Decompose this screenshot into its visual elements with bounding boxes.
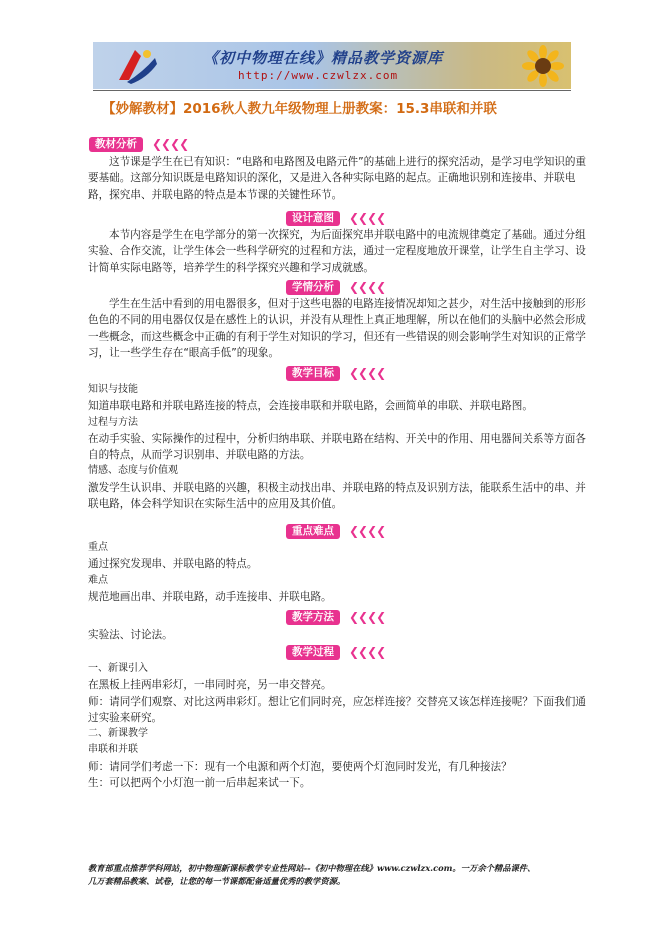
- section-tag-goals: 教学目标: [286, 366, 340, 381]
- chevron-icon: ❮❮❮❮: [349, 280, 386, 294]
- chevron-icon: ❮❮❮❮: [349, 645, 386, 659]
- keypoint-heading: 重点: [88, 542, 108, 553]
- keypoint-text: 规范地画出串、并联电路，动手连接串、并联电路。: [88, 590, 332, 603]
- chevron-icon: ❮❮❮❮: [152, 137, 189, 151]
- process-line: 生：可以把两个小灯泡一前一后串起来试一下。: [88, 777, 311, 790]
- section-tag-design: 设计意图: [286, 211, 340, 226]
- students-paragraph: 学生在生活中看到的用电器很多，但对于这些电器的电路连接情况却知之甚少，对生活中接触到的形形色色的不同的用电器仅仅是在感性上的认识，并没有从理性上真正地理解，所以在他们的头脑中必然会形成一些概念，而这些概念中正确的有利于学生对知识的学习，但还有一些错误的则会影响学生对知识的正常学习，让一些学生存在“眼高手低”的现象。: [88, 298, 586, 359]
- process-block: [88, 661, 588, 791]
- banner-title: 《初中物理在线》精品教学资源库: [203, 49, 444, 67]
- design-paragraph: 本节内容是学生在电学部分的第一次探究，为后面探究串并联电路中的电流规律奠定了基础。通过分组实验、合作交流，让学生体会一些科学研究的过程和方法，通过一定程度地放开课堂，让学生自主学习、设计简单实际电路等，培养学生的科学探究兴趣和学习成就感。: [88, 229, 586, 274]
- footer-line: 教育部重点推荐学科网站，初中物理新课标教学专业性网站--《初中物理在线》www.czwlzx.com。一万余个精品课件、: [88, 863, 536, 873]
- process-line: 师：请同学们考虑一下：现有一个电源和两个灯泡，要使两个灯泡同时发光，有几种接法？: [88, 760, 512, 773]
- goal-text: 知道串联电路和并联电路连接的特点，会连接串联和并联电路，会画简单的串联、并联电路图。: [88, 400, 533, 413]
- document-title: 【妙解教材】2016秋人教九年级物理上册教案：15.3串联和并联: [102, 101, 497, 117]
- process-line: 二、新课教学: [88, 728, 148, 740]
- methods-text: 实验法、讨论法。: [88, 629, 173, 641]
- page-footer: [88, 862, 608, 888]
- header-divider: [93, 90, 571, 91]
- banner-url[interactable]: http://www.czwlzx.com: [238, 69, 399, 82]
- site-logo-icon: [113, 46, 159, 86]
- footer-line: 几万套精品教案、试卷，让您的每一节课都配备适量优秀的教学资源。: [88, 876, 346, 886]
- section-tag-students: 学情分析: [286, 280, 340, 295]
- section-tag-methods: 教学方法: [286, 610, 340, 625]
- keypoint-heading: 难点: [88, 574, 108, 586]
- process-line: 一、新课引入: [88, 663, 148, 674]
- goal-text: 在动手实验、实际操作的过程中，分析归纳串联、并联电路在结构、开关中的作用、用电器间关系等方面各自的特点，从而学习识别串、并联电路的方法。: [88, 432, 586, 462]
- goal-heading: 情感、态度与价值观: [88, 465, 178, 477]
- goal-text: 激发学生认识串、并联电路的兴趣，积极主动找出串、并联电路的特点及识别方法，能联系生活中的串、并联电路，体会科学知识在实际生活中的应用及其价值。: [88, 481, 586, 511]
- sunflower-icon: [521, 44, 565, 88]
- goal-heading: 过程与方法: [88, 416, 138, 428]
- keypoint-text: 通过探究发现串、并联电路的特点。: [88, 558, 258, 571]
- section-tag-analysis: 教材分析: [89, 137, 143, 152]
- process-line: 师：请同学们观察、对比这两串彩灯。想让它们同时亮，应怎样连接？交替亮又该怎样连接呢？下面我们通过实验来研究。: [88, 695, 586, 724]
- goals-block: [88, 382, 588, 512]
- analysis-paragraph: 这节课是学生在已有知识：“电路和电路图及电路元件”的基础上进行的探究活动，是学习电学知识的重要基础。这部分知识既是电路知识的深化，又是进入各种实际电路的起点。正确地识别和连接串、并联电路，探究串、并联电路的特点是本节课的关键性环节。: [88, 156, 587, 201]
- header-banner: [93, 42, 571, 89]
- chevron-icon: ❮❮❮❮: [349, 610, 386, 624]
- process-line: 串联和并联: [88, 744, 138, 756]
- section-tag-process: 教学过程: [286, 645, 340, 660]
- goal-heading: 知识与技能: [88, 384, 138, 395]
- chevron-icon: ❮❮❮❮: [349, 524, 386, 538]
- chevron-icon: ❮❮❮❮: [349, 211, 386, 225]
- section-tag-keypoints: 重点难点: [286, 524, 340, 539]
- keypoints-block: [88, 540, 588, 605]
- process-line: 在黑板上挂两串彩灯，一串同时亮，另一串交替亮。: [88, 679, 332, 692]
- chevron-icon: ❮❮❮❮: [349, 366, 386, 380]
